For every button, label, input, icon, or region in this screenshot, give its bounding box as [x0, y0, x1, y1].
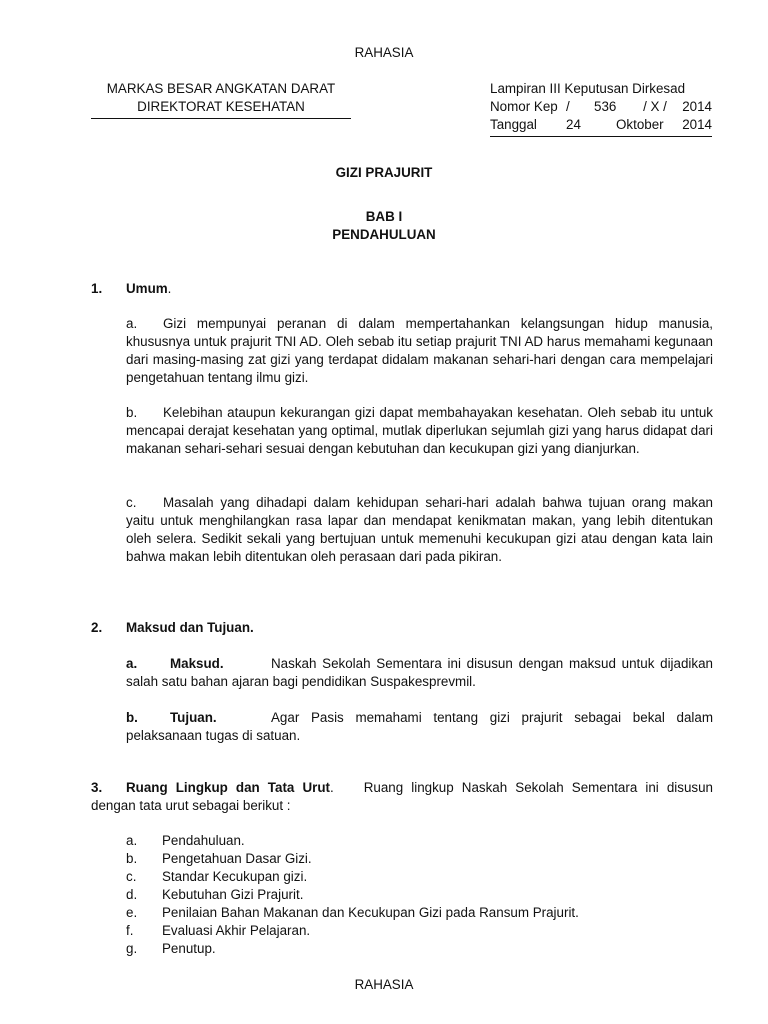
issuing-authority	[91, 80, 351, 116]
section-3-text: Ruang lingkup Naskah Sekolah Sementara ini disusun dengan tata urut sebagai berikut :	[91, 780, 714, 813]
paragraph-letter: c.	[126, 495, 137, 510]
attachment-info	[490, 80, 712, 134]
section-3-title-suffix: .	[329, 780, 334, 795]
section-2-number: 2.	[91, 620, 103, 635]
section-3-paragraph	[91, 779, 713, 815]
section-1-title-suffix: .	[167, 281, 172, 296]
paragraph-letter: b.	[126, 405, 138, 420]
nomor-year: 2014	[682, 99, 712, 114]
chapter-heading	[0, 208, 768, 244]
list-item: b. Pengetahuan Dasar Gizi.	[126, 851, 312, 866]
section-3-number: 3.	[91, 780, 103, 795]
list-item: f. Evaluasi Akhir Pelajaran.	[126, 923, 311, 938]
document-title: GIZI PRAJURIT	[335, 165, 433, 180]
section-3-title: Ruang Lingkup dan Tata Urut	[126, 780, 330, 795]
section-2-title: Maksud dan Tujuan.	[126, 620, 254, 635]
list-item: c. Standar Kecukupan gizi.	[126, 869, 308, 884]
chapter-name: PENDAHULUAN	[332, 227, 436, 242]
section-1-paragraph-c	[126, 494, 713, 566]
attachment-title: Lampiran III Keputusan Dirkesad	[490, 81, 686, 96]
paragraph-label: Tujuan.	[170, 710, 217, 725]
section-1-paragraph-a	[126, 315, 713, 387]
list-item: a. Pendahuluan.	[126, 833, 245, 848]
attachment-underline	[490, 136, 712, 137]
nomor-label: Nomor Kep	[490, 99, 558, 114]
paragraph-text: Kelebihan ataupun kekurangan gizi dapat membahayakan kesehatan. Oleh sebab itu untuk mencapai derajat kesehatan yang optimal, mutlak diperlukan sejumlah gizi yang harus didapat dari makanan sehari-sehari sesuai dengan kebutuhan dan kecukupan gizi yang dianjurkan.	[126, 405, 713, 456]
list-item: e. Penilaian Bahan Makanan dan Kecukupan Gizi pada Ransum Prajurit.	[126, 905, 579, 920]
paragraph-text: Masalah yang dihadapi dalam kehidupan sehari-hari adalah bahwa tujuan orang makan yaitu untuk menghilangkan rasa lapar dan mendapat kenikmatan makan, yang lebih ditentukan oleh selera. Sedikit sekali yang bertujuan untuk memenuhi kecukupan gizi atau dengan kata lain bahwa makan lebih ditentukan oleh perasaan dari pada pikiran.	[126, 495, 713, 564]
tanggal-month: Oktober	[616, 117, 664, 132]
hq-name: MARKAS BESAR ANGKATAN DARAT	[106, 81, 336, 96]
nomor-number: 536	[594, 99, 617, 114]
scope-list	[126, 832, 579, 958]
list-item: d. Kebutuhan Gizi Prajurit.	[126, 887, 304, 902]
directorate-name: DIREKTORAT KESEHATAN	[137, 99, 305, 114]
section-2-paragraph-b	[126, 709, 713, 745]
paragraph-letter: a.	[126, 656, 138, 671]
hq-underline	[91, 118, 351, 119]
section-1-title: Umum	[126, 281, 168, 296]
nomor-row	[490, 98, 712, 116]
paragraph-letter: a.	[126, 316, 138, 331]
section-1-heading	[126, 281, 171, 296]
chapter-number: BAB I	[365, 209, 403, 224]
tanggal-year: 2014	[682, 117, 712, 132]
classification-bottom: RAHASIA	[354, 977, 414, 992]
paragraph-text: Agar Pasis memahami tentang gizi prajurit sebagai bekal dalam pelaksanaan tugas di satuan.	[126, 710, 713, 743]
list-item: g. Penutup.	[126, 941, 216, 956]
section-1-number: 1.	[91, 281, 103, 296]
nomor-separator: /	[566, 99, 570, 114]
paragraph-label: Maksud.	[170, 656, 224, 671]
tanggal-label: Tanggal	[490, 117, 537, 132]
section-2-paragraph-a	[126, 655, 713, 691]
nomor-month: / X /	[643, 99, 667, 114]
classification-top: RAHASIA	[354, 45, 414, 60]
paragraph-text: Naskah Sekolah Sementara ini disusun dengan maksud untuk dijadikan salah satu bahan ajaran bagi pendidikan Suspakesprevmil.	[126, 656, 713, 689]
tanggal-day: 24	[566, 117, 581, 132]
tanggal-row	[490, 116, 712, 134]
section-1-paragraph-b	[126, 404, 713, 458]
paragraph-text: Gizi mempunyai peranan di dalam mempertahankan kelangsungan hidup manusia, khususnya untuk prajurit TNI AD. Oleh sebab itu setiap prajurit TNI AD harus memahami kegunaan dari masing-masing zat gizi yang terdapat didalam makanan sehari-hari dengan cara mempelajari pengetahuan tentang ilmu gizi.	[126, 316, 713, 385]
paragraph-letter: b.	[126, 710, 138, 725]
